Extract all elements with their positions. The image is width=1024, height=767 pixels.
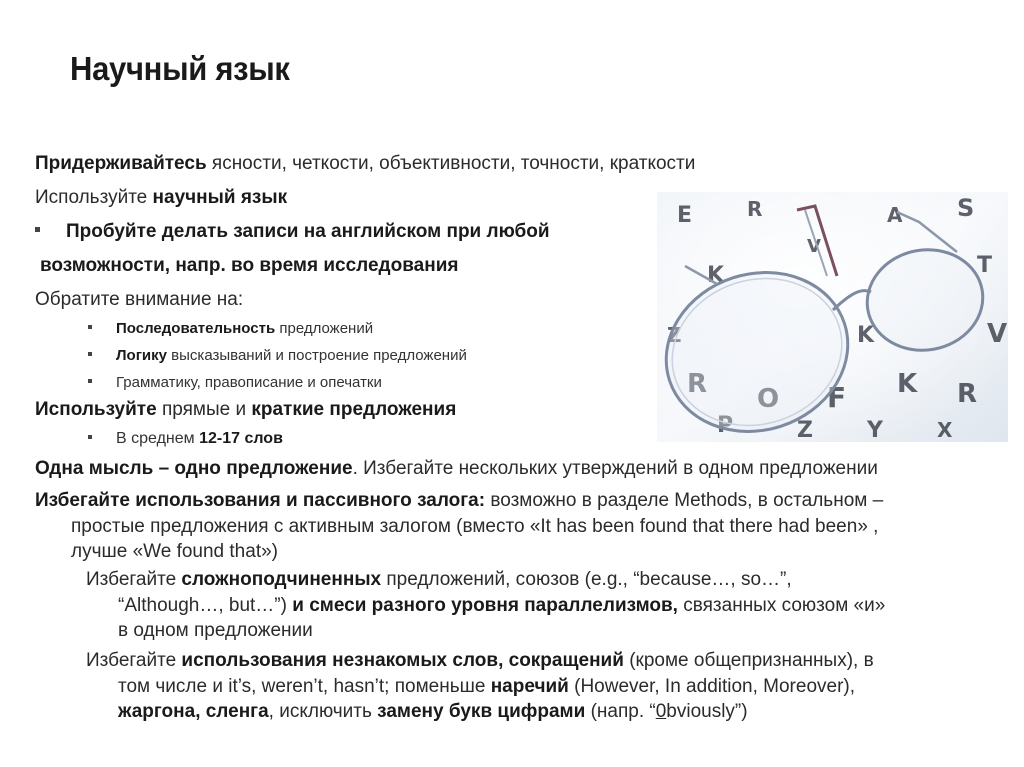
subbullet-grammar [88,374,382,391]
paragraph-passive-voice [35,488,995,565]
text: , исключить [268,701,378,722]
eye-chart-letter: Y [867,418,883,442]
para-line [35,539,995,565]
para-line [86,699,1006,725]
text: Используйте [35,187,153,208]
eye-chart-letter: P [717,413,734,438]
text: В среднем [116,430,200,447]
eye-chart-letter: R [957,379,978,409]
text: Грамматику, правописание и опечатки [116,374,382,391]
para-line [86,567,1006,593]
text: в одном предложении [118,620,313,641]
para-line [35,488,995,514]
bold-text: наречий [490,675,569,697]
text: . Избегайте нескольких утверждений в одном предложении [352,458,878,479]
text: bviously”) [666,701,748,722]
text: лучше «We found that») [71,541,278,562]
text: прямые и [156,399,252,420]
bold-text: Используйте [35,399,157,420]
eye-chart-letter: F [827,381,847,414]
bold-text: Логику [116,347,168,364]
bold-text: 12-17 слов [199,430,283,447]
eye-chart-letter: R [747,197,763,221]
eye-chart-letter: Z [667,323,682,347]
text: предложений [275,320,374,337]
text: (кроме общепризнанных), в [623,650,874,671]
paragraph-complex-sentences [86,567,1006,644]
bullet-icon [88,435,92,439]
text: (However, In addition, Moreover), [568,675,856,697]
bullet-english-notes [35,221,550,243]
text: Обратите внимание на: [35,289,244,310]
eye-chart-letter: E [677,203,693,228]
underlined-digit: 0 [655,701,667,722]
line-scientific-language [35,187,287,209]
text: “Although…, but…”) [118,594,293,616]
bold-text: и смеси разного уровня параллелизмов, [292,594,678,616]
eye-chart-letter: T [977,253,993,278]
bold-text: Последовательность [116,320,276,337]
subbullet-logic [88,347,467,364]
line-one-thought [35,458,878,480]
para-line [35,514,995,540]
bold-text: Одна мысль – одно предложение [35,458,353,479]
bold-text: краткие предложения [251,399,457,420]
text: предложений, союзов (e.g., “because…, so…”, [381,569,792,590]
text: возможно в разделе Methods, в остальном – [485,490,884,511]
glasses-photo [657,192,1008,442]
line-clarity [35,153,695,175]
text: ясности, четкости, объективности, точности, краткости [206,153,696,174]
bullet-icon [88,325,92,329]
text: высказываний и построение предложений [167,347,467,364]
eye-chart-letter: K [857,323,875,348]
bold-text: жаргона, сленга [118,701,269,722]
bold-text: Избегайте использования и пассивного залога: [35,490,486,511]
bold-text: научный язык [152,187,288,208]
bullet-icon [35,227,40,232]
eye-chart-letter: A [887,203,903,227]
para-line [86,674,1006,700]
text: (напр. “ [585,701,656,722]
bullet-icon [88,379,92,383]
bold-text: возможности, напр. во время исследования [40,255,459,276]
bold-text: Придерживайтесь [35,153,207,174]
bold-text: Пробуйте делать записи на английском при любой [66,221,550,242]
eye-chart-letter: K [707,263,725,288]
paragraph-unfamiliar-words [86,648,1006,725]
text: простые предложения с активным залогом (вместо «It has been found that there had been» , [71,515,879,537]
page-title: Научный язык [70,50,290,88]
bold-text: замену букв цифрами [377,701,586,722]
eye-chart-letter: S [957,194,975,222]
text: связанных союзом «и» [677,594,886,616]
para-line [86,618,1006,644]
subbullet-sequence [88,320,373,337]
para-line [86,593,1006,619]
eye-chart-letter: K [897,369,918,399]
eye-chart-letter: R [687,369,708,399]
glasses-illustration [657,192,1008,442]
eye-chart-letter: V [987,319,1008,349]
eye-chart-letter: X [937,418,953,442]
line-direct-sentences [35,399,456,421]
eye-chart-letter: V [807,236,821,257]
bold-text: сложноподчиненных [181,569,382,590]
text: том числе и it’s, weren’t, hasn’t; поменьше [118,675,491,697]
text: Избегайте [86,569,182,590]
para-line [86,648,1006,674]
subbullet-average-words [88,430,283,448]
bold-text: использования незнакомых слов, сокращений [181,650,624,671]
text: Избегайте [86,650,182,671]
line-attention [35,289,243,311]
bullet-icon [88,352,92,356]
eye-chart-letter: Z [797,418,813,442]
eye-chart-letter: O [757,384,780,414]
bullet-english-notes-cont [40,255,458,277]
